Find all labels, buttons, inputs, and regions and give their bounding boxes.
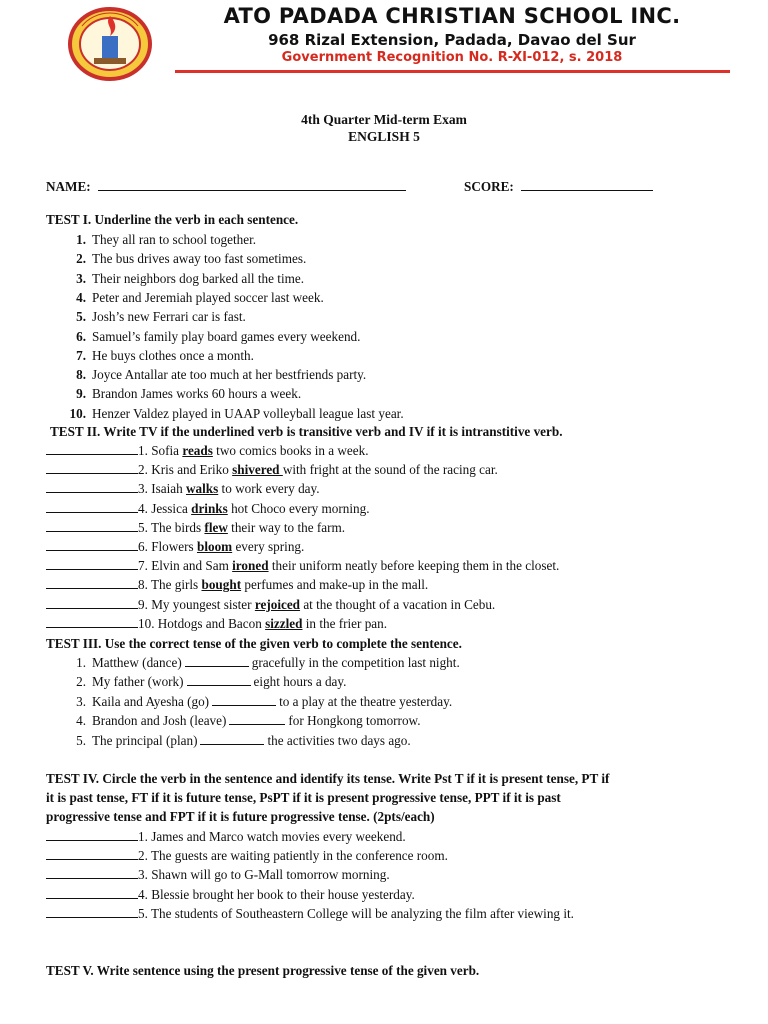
item-text-before: 10. Hotdogs and Bacon: [138, 615, 266, 631]
item-text-before: My father (work): [92, 674, 184, 690]
test2-item: [46, 558, 559, 574]
item-text-after: hot Choco every morning.: [227, 500, 370, 516]
answer-blank[interactable]: [46, 481, 138, 493]
underlined-verb: flew: [204, 519, 228, 535]
test2-heading: TEST II. Write TV if the underlined verb is transitive verb and IV if it is intranstitive verb.: [50, 424, 563, 439]
item-text-after: to work every day.: [218, 481, 320, 497]
item-text: Henzer Valdez played in UAAP volleyball league last year.: [92, 405, 404, 421]
answer-blank[interactable]: [46, 848, 138, 860]
school-address: 968 Rizal Extension, Padada, Davao del Sur: [268, 31, 636, 49]
item-number: 5.: [76, 309, 86, 325]
name-row: [46, 178, 406, 195]
test4-item: [46, 829, 406, 845]
underlined-verb: drinks: [191, 500, 228, 516]
item-text-before: 1. Sofia: [138, 443, 183, 458]
underlined-verb: shivered: [232, 462, 283, 478]
answer-blank[interactable]: [229, 713, 285, 725]
test4-heading-line1: TEST IV. Circle the verb in the sentence and identify its tense. Write Pst T if it is present tense, PT if: [46, 771, 610, 786]
item-text-before: 6. Flowers: [138, 539, 197, 554]
item-text-after: two comics books in a week.: [212, 443, 369, 458]
test2-item: [46, 520, 345, 536]
item-text: He buys clothes once a month.: [92, 347, 254, 363]
item-text-before: 3. Isaiah: [138, 481, 186, 497]
item-text: 3. Shawn will go to G-Mall tomorrow morning.: [138, 867, 390, 883]
answer-blank[interactable]: [46, 577, 138, 589]
item-text-after: to a play at the theatre yesterday.: [279, 693, 453, 709]
item-text-after: their uniform neatly before keeping them in the closet.: [268, 558, 560, 574]
answer-blank[interactable]: [46, 887, 138, 899]
test2-item: [46, 462, 498, 478]
item-number: 2.: [76, 674, 86, 690]
answer-blank[interactable]: [46, 558, 138, 570]
test2-item: [46, 577, 428, 593]
underlined-verb: rejoiced: [254, 596, 301, 612]
underlined-verb: bloom: [196, 539, 233, 554]
item-text: Brandon James works 60 hours a week.: [92, 386, 302, 402]
item-number: 9.: [76, 386, 86, 402]
item-text: Peter and Jeremiah played soccer last week.: [92, 289, 324, 305]
item-text-before: Kaila and Ayesha (go): [92, 693, 210, 709]
item-text-before: Matthew (dance): [92, 655, 182, 670]
government-recognition: Government Recognition No. R-XI-012, s. 2018: [281, 50, 623, 65]
item-text-after: in the frier pan.: [302, 615, 388, 631]
item-text-before: 7. Elvin and Sam: [138, 558, 233, 574]
item-text-before: 9. My youngest sister: [138, 596, 255, 612]
item-text-after: at the thought of a vacation in Cebu.: [300, 596, 496, 612]
test4-item: [46, 867, 390, 883]
answer-blank[interactable]: [46, 867, 138, 879]
test3-item: [66, 655, 460, 671]
test3-item: [66, 733, 411, 749]
item-text-after: every spring.: [232, 539, 305, 554]
item-text-after: their way to the farm.: [227, 519, 346, 535]
test1-item: [66, 348, 254, 364]
item-number: 2.: [76, 251, 86, 267]
test4-item: [46, 887, 415, 903]
item-number: 3.: [76, 693, 86, 709]
answer-blank[interactable]: [46, 906, 138, 918]
item-text-after: the activities two days ago.: [267, 732, 411, 748]
item-text-before: 8. The girls: [138, 577, 202, 593]
item-number: 7.: [76, 347, 86, 363]
item-number: 8.: [76, 367, 86, 383]
test1-item: [66, 232, 256, 248]
test1-item: [66, 329, 360, 345]
test1-item: [66, 309, 246, 325]
underlined-verb: reads: [182, 443, 213, 458]
underlined-verb: sizzled: [265, 615, 303, 631]
item-text: 5. The students of Southeastern College will be analyzing the film after viewing it.: [138, 905, 574, 921]
item-text: Josh’s new Ferrari car is fast.: [92, 309, 246, 325]
answer-blank[interactable]: [46, 539, 138, 551]
item-number: 4.: [76, 713, 86, 729]
test3-item: [66, 713, 421, 729]
score-field[interactable]: [521, 178, 653, 191]
test2-item: [46, 481, 320, 497]
item-number: 3.: [76, 270, 86, 286]
test1-item: [66, 290, 324, 306]
test2-item: [46, 443, 369, 459]
item-text: They all ran to school together.: [92, 232, 257, 247]
item-text-after: eight hours a day.: [253, 674, 347, 690]
test5-heading: TEST V. Write sentence using the present progressive tense of the given verb.: [46, 963, 480, 978]
test4-heading-line3: progressive tense and FPT if it is future progressive tense. (2pts/each): [46, 809, 435, 824]
test1-item: [66, 271, 304, 287]
item-text: 2. The guests are waiting patiently in the conference room.: [138, 848, 448, 864]
underlined-verb: bought: [201, 577, 242, 593]
item-text-before: The principal (plan): [92, 732, 198, 748]
item-text-after: for Hongkong tomorrow.: [288, 713, 421, 729]
test4-heading-line2: it is past tense, FT if it is future tense, PsPT if it is present progressive tense, PPT if it is past: [46, 790, 561, 805]
item-text: Their neighbors dog barked all the time.: [92, 270, 305, 286]
answer-blank[interactable]: [46, 597, 138, 609]
item-number: 6.: [76, 328, 86, 344]
item-text-after: perfumes and make-up in the mall.: [241, 577, 429, 593]
item-text-after: with fright at the sound of the racing car.: [282, 462, 498, 478]
score-row: [464, 178, 653, 195]
name-field[interactable]: [98, 178, 406, 191]
item-text-before: Brandon and Josh (leave): [92, 713, 227, 729]
test1-item: [66, 367, 366, 383]
underlined-verb: walks: [185, 481, 219, 497]
item-text: 4. Blessie brought her book to their house yesterday.: [138, 886, 415, 902]
item-number: 10.: [69, 405, 86, 421]
answer-blank[interactable]: [46, 501, 138, 513]
test1-item: [66, 406, 404, 422]
answer-blank[interactable]: [46, 616, 138, 628]
test3-item: [66, 694, 452, 710]
school-logo: [56, 6, 164, 82]
answer-blank[interactable]: [46, 520, 138, 532]
answer-blank[interactable]: [187, 674, 251, 686]
answer-blank[interactable]: [212, 694, 276, 706]
item-text: Samuel’s family play board games every weekend.: [92, 328, 361, 344]
name-label: NAME:: [46, 179, 91, 194]
answer-blank[interactable]: [46, 829, 138, 841]
item-text-before: 2. Kris and Eriko: [138, 462, 233, 478]
item-text-before: 5. The birds: [138, 519, 205, 535]
item-text-after: gracefully in the competition last night.: [251, 655, 460, 670]
item-number: 4.: [76, 289, 86, 305]
underlined-verb: ironed: [232, 558, 269, 574]
test1-item: [66, 386, 301, 402]
exam-title: 4th Quarter Mid-term Exam: [301, 112, 467, 127]
item-text: Joyce Antallar ate too much at her bestfriends party.: [92, 367, 367, 383]
test3-item: [66, 674, 346, 690]
answer-blank[interactable]: [46, 443, 138, 455]
answer-blank[interactable]: [185, 655, 249, 667]
test3-heading: TEST III. Use the correct tense of the given verb to complete the sentence.: [46, 636, 462, 651]
answer-blank[interactable]: [46, 462, 138, 474]
item-text: The bus drives away too fast sometimes.: [92, 251, 307, 267]
test2-item: [46, 539, 304, 555]
test2-item: [46, 616, 387, 632]
test4-item: [46, 848, 448, 864]
item-number: 1.: [76, 655, 86, 670]
test2-item: [46, 501, 370, 517]
answer-blank[interactable]: [200, 733, 264, 745]
test2-item: [46, 597, 495, 613]
header-rule: [175, 70, 730, 73]
test1-heading: TEST I. Underline the verb in each sentence.: [46, 212, 299, 227]
item-number: 1.: [76, 232, 86, 247]
item-text-before: 4. Jessica: [138, 500, 192, 516]
item-number: 5.: [76, 732, 86, 748]
test4-item: [46, 906, 574, 922]
item-text: 1. James and Marco watch movies every weekend.: [138, 829, 406, 844]
exam-subject: ENGLISH 5: [348, 129, 420, 144]
score-label: SCORE:: [464, 179, 514, 194]
test1-item: [66, 251, 306, 267]
school-name: ATO PADADA CHRISTIAN SCHOOL INC.: [223, 4, 681, 28]
